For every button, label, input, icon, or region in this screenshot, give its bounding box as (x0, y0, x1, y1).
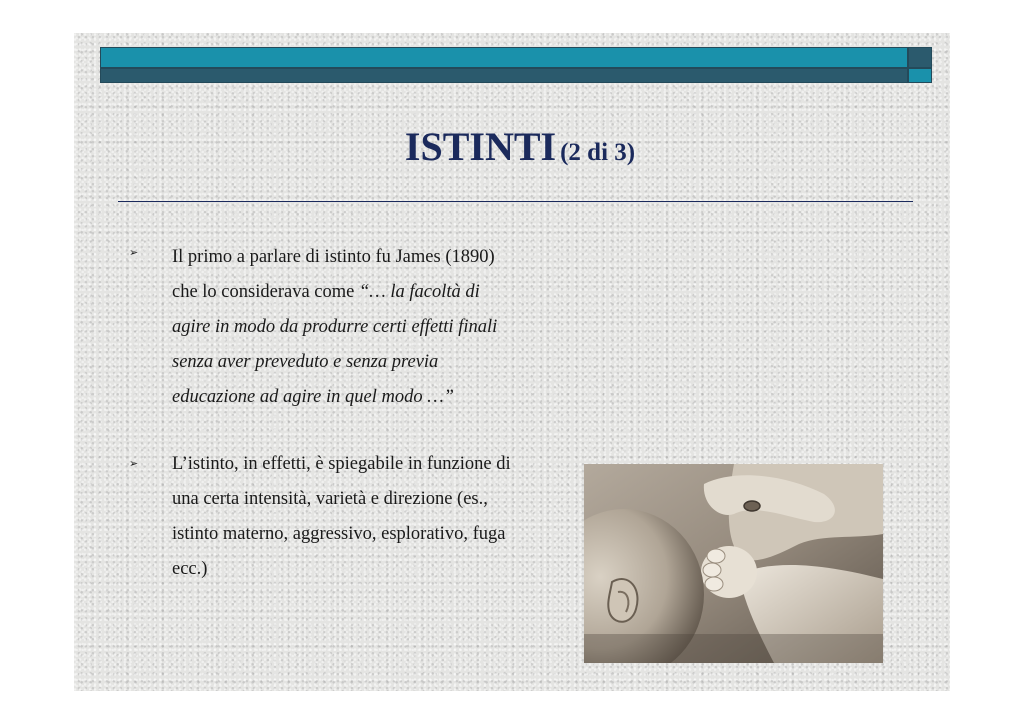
header-bar (100, 47, 932, 83)
baby-hand-photo (584, 464, 883, 663)
text-line: senza aver preveduto e senza previa (172, 352, 439, 372)
text-line: ecc.) (172, 559, 208, 579)
text-line: Il primo a parlare di istinto fu James (1890) (172, 247, 495, 267)
header-bar-square-lower (908, 68, 932, 83)
bullet-point-1 (172, 240, 572, 415)
slide-title (74, 123, 950, 170)
text-line: istinto materno, aggressivo, esplorativo, fuga (172, 524, 506, 544)
baby-hand-photo-illustration (584, 464, 883, 663)
title-divider (118, 201, 913, 202)
slide (74, 33, 950, 691)
text-line: che lo considerava come “… la facoltà di (172, 282, 480, 302)
bullet-arrow-icon: ➢ (129, 457, 139, 470)
header-bar-upper (100, 47, 908, 68)
bullet-arrow-icon: ➢ (129, 246, 139, 259)
text-line: L’istinto, in effetti, è spiegabile in funzione di (172, 454, 511, 474)
header-bar-square-upper (908, 47, 932, 68)
title-main: ISTINTI (404, 124, 557, 169)
text-line: una certa intensità, varietà e direzione (es., (172, 489, 488, 509)
text-line: agire in modo da produrre certi effetti finali (172, 317, 498, 337)
bullet-point-2 (172, 447, 572, 587)
text-line: educazione ad agire in quel modo …” (172, 387, 454, 407)
title-subtitle: (2 di 3) (560, 139, 636, 166)
header-bar-lower (100, 68, 908, 83)
